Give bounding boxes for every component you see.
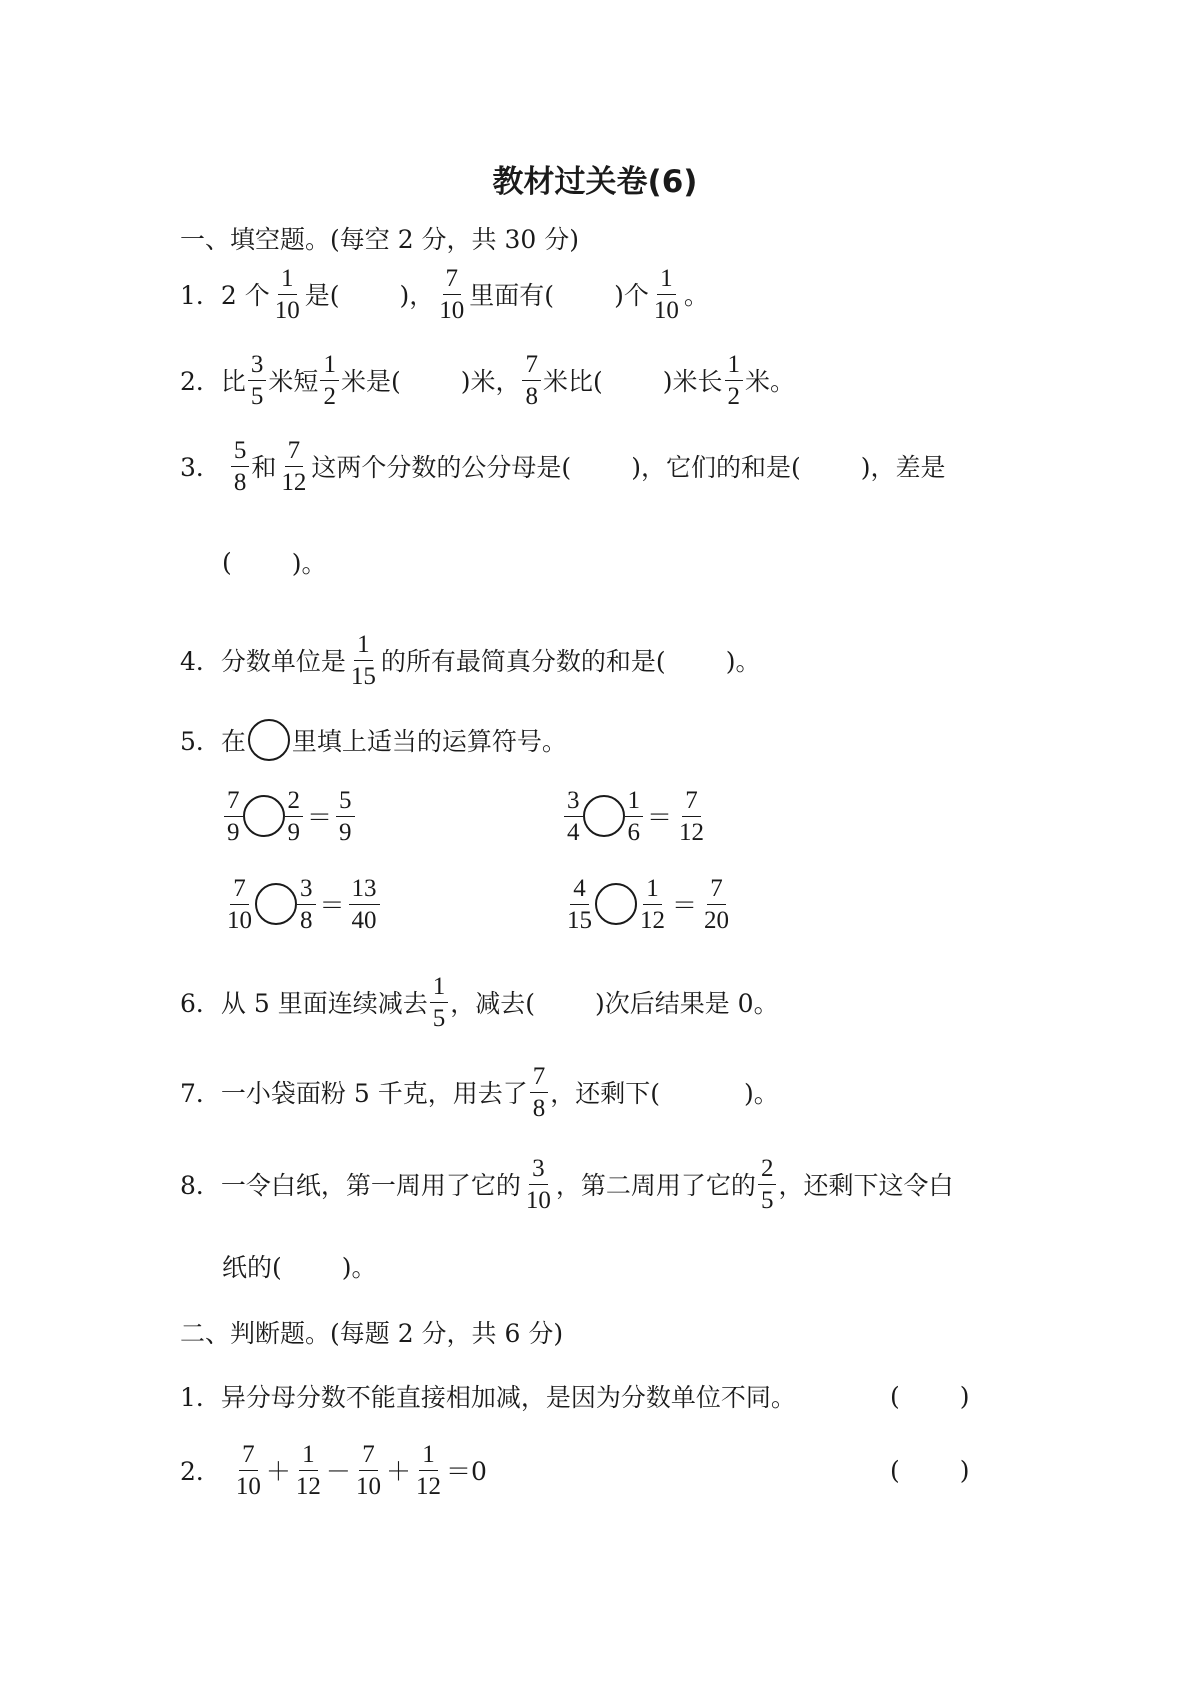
fraction: $\frac{1}{2}$ <box>725 352 744 409</box>
fraction: $\frac{7}{10}$ <box>355 1440 381 1500</box>
equals-sign: ＝ <box>672 891 698 920</box>
text: )。 <box>725 647 761 676</box>
text: ，还剩下这令白 <box>778 1171 954 1200</box>
fraction: $\frac{1}{10}$ <box>653 264 679 324</box>
question-number: 1． <box>180 281 221 310</box>
text: )。 <box>341 1253 377 1282</box>
question-number: 2． <box>180 367 221 396</box>
fraction: $\frac{1}{12}$ <box>415 1440 441 1500</box>
page-title: 教材过关卷(6) <box>492 164 698 200</box>
text: ( <box>222 547 232 577</box>
fraction: $\frac{7}{20}$ <box>704 874 730 934</box>
fraction: $\frac{7}{9}$ <box>224 788 243 845</box>
fraction: $\frac{1}{12}$ <box>640 874 665 934</box>
judgment-paren[interactable]: ( ) <box>890 1455 970 1485</box>
fraction: $\frac{1}{15}$ <box>350 630 376 690</box>
section2-heading-text: 二、判断题。(每题 2 分，共 6 分) <box>180 1319 564 1348</box>
equals-sign: ＝ <box>647 803 673 832</box>
text: 。 <box>683 281 709 310</box>
text: 比 <box>220 367 246 396</box>
section1-heading-text: 一、填空题。(每空 2 分，共 30 分) <box>180 225 580 254</box>
question-1-1 <box>180 254 709 334</box>
text: )米长 <box>662 367 723 396</box>
fraction: $\frac{2}{5}$ <box>758 1156 777 1213</box>
text: 里面有( <box>469 281 555 310</box>
text: 2 个 <box>220 281 270 310</box>
question-1-8-continued <box>222 1246 377 1286</box>
text: )。 <box>743 1079 779 1108</box>
equation-3 <box>222 864 382 944</box>
text: 米是( <box>340 367 401 396</box>
fraction: $\frac{5}{9}$ <box>336 788 355 845</box>
question-number: 5． <box>180 727 221 756</box>
text: 米。 <box>745 367 796 396</box>
equation-4 <box>562 864 734 944</box>
equals-sign: ＝ <box>307 803 333 832</box>
fraction: $\frac{7}{12}$ <box>679 786 705 846</box>
equation-2 <box>562 776 709 856</box>
fraction: $\frac{7}{8}$ <box>522 352 541 409</box>
plus-sign: ＋ <box>265 1457 291 1486</box>
question-number: 8． <box>180 1171 221 1200</box>
circle-icon <box>248 719 290 761</box>
text: 纸的( <box>222 1253 282 1282</box>
plus-sign: ＋ <box>385 1457 411 1486</box>
fraction: $\frac{1}{2}$ <box>320 352 339 409</box>
text: 和 <box>251 453 277 482</box>
fraction: $\frac{13}{40}$ <box>349 876 380 933</box>
equation-1 <box>222 776 357 856</box>
fraction: $\frac{3}{10}$ <box>525 1154 551 1214</box>
text: )，它们的和是( <box>631 453 801 482</box>
operator-circle-input[interactable] <box>255 883 297 925</box>
text: 里填上适当的运算符号。 <box>291 727 567 756</box>
fraction: $\frac{7}{10}$ <box>235 1440 261 1500</box>
fraction: $\frac{1}{10}$ <box>274 264 300 324</box>
question-1-8 <box>180 1144 953 1224</box>
text: 这两个分数的公分母是( <box>311 453 572 482</box>
equals-sign: ＝ <box>319 891 345 920</box>
fraction: $\frac{7}{12}$ <box>281 436 307 496</box>
text: )次后结果是 0。 <box>594 989 779 1018</box>
text: ，第二周用了它的 <box>555 1171 756 1200</box>
question-number: 2． <box>180 1457 221 1486</box>
text: ，还剩下( <box>550 1079 660 1108</box>
text: )米， <box>460 367 521 396</box>
fraction: $\frac{3}{5}$ <box>248 352 267 409</box>
fraction: $\frac{7}{8}$ <box>530 1064 549 1121</box>
text: ，减去( <box>450 989 535 1018</box>
question-1-3-continued <box>222 542 327 582</box>
operator-circle-input[interactable] <box>595 883 637 925</box>
text: 分数单位是 <box>220 647 346 676</box>
question-1-3 <box>180 426 945 506</box>
text: 一令白纸，第一周用了它的 <box>220 1171 521 1200</box>
question-number: 4． <box>180 647 221 676</box>
question-2-2 <box>180 1430 970 1510</box>
fraction: $\frac{7}{10}$ <box>439 264 465 324</box>
fraction: $\frac{1}{12}$ <box>295 1440 321 1500</box>
question-1-2 <box>180 340 795 420</box>
text: )个 <box>614 281 649 310</box>
question-2-1 <box>180 1356 970 1436</box>
operator-circle-input[interactable] <box>583 795 625 837</box>
text: 异分母分数不能直接相加减，是因为分数单位不同。 <box>220 1383 796 1412</box>
fraction: $\frac{2}{9}$ <box>285 788 304 845</box>
fraction: $\frac{4}{15}$ <box>567 874 592 934</box>
question-1-4 <box>180 620 760 700</box>
question-number: 3． <box>180 453 221 482</box>
question-number: 6． <box>180 989 221 1018</box>
text: 是( <box>304 281 340 310</box>
text: 在 <box>220 727 246 756</box>
text: 的所有最简真分数的和是( <box>380 647 666 676</box>
text: )， <box>399 281 435 310</box>
question-1-7 <box>180 1052 779 1132</box>
question-number: 1． <box>180 1383 221 1412</box>
text: ＝0 <box>445 1457 487 1486</box>
minus-sign: － <box>325 1457 351 1486</box>
text: )，差是 <box>860 453 946 482</box>
question-1-5 <box>180 700 567 780</box>
text: 米比( <box>542 367 603 396</box>
text: )。 <box>291 549 327 578</box>
fraction: $\frac{1}{6}$ <box>625 788 644 845</box>
fraction: $\frac{7}{10}$ <box>227 874 252 934</box>
text: 从 5 里面连续减去 <box>220 989 428 1018</box>
text: 米短 <box>268 367 319 396</box>
text: 一小袋面粉 5 千克，用去了 <box>220 1079 528 1108</box>
question-1-6 <box>180 962 779 1042</box>
question-number: 7． <box>180 1079 221 1108</box>
fraction: $\frac{1}{5}$ <box>430 974 449 1031</box>
operator-circle-input[interactable] <box>243 795 285 837</box>
fraction: $\frac{5}{8}$ <box>231 438 250 495</box>
judgment-paren[interactable]: ( ) <box>890 1381 970 1411</box>
fraction: $\frac{3}{8}$ <box>297 876 316 933</box>
fraction: $\frac{3}{4}$ <box>564 788 583 845</box>
